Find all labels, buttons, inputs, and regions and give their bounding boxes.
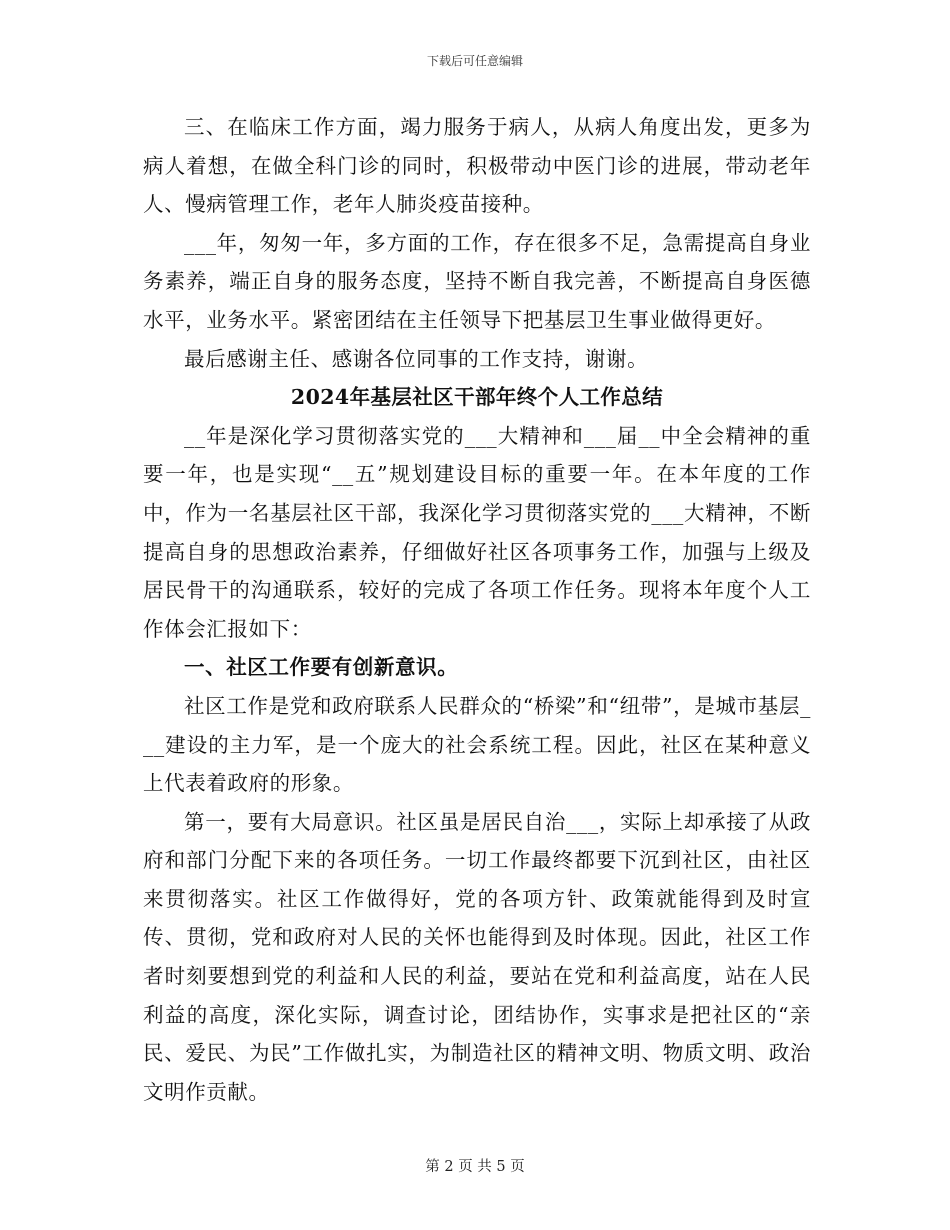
paragraph-clinical-work: 三、在临床工作方面，竭力服务于病人，从病人角度出发，更多为病人着想，在做全科门诊的同时，积极带动中医门诊的进展，带动老年人、慢病管理工作，老年人肺炎疫苗接种。: [143, 115, 811, 217]
paragraph-community-role: 社区工作是党和政府联系人民群众的“桥梁”和“纽带”，是城市基层___建设的主力军，是一个庞大的社会系统工程。因此，社区在某种意义上代表着政府的形象。: [143, 693, 811, 796]
paragraph-intro: __年是深化学习贯彻落实党的___大精神和___届__中全会精神的重要一年，也是实现“__五”规划建设目标的重要一年。在本年度的工作中，作为一名基层社区干部，我深化学习贯彻落实党的___大精神，不断提高自身的思想政治素养，仔细做好社区各项事务工作，加强与上级及居民骨干的沟通联系，较好的完成了各项工作任务。现将本年度个人工作体会汇报如下：: [143, 423, 811, 641]
document-body: [143, 108, 811, 1111]
section-heading: 一、社区工作要有创新意识。: [184, 655, 459, 680]
header-note: 下载后可任意编辑: [426, 54, 523, 68]
paragraph-year-review: ___年，匆匆一年，多方面的工作，存在很多不足，急需提高自身业务素养，端正自身的服务态度，坚持不断自我完善，不断提高自身医德水平，业务水平。紧密团结在主任领导下把基层卫生事业做得更好。: [143, 230, 811, 332]
page-number: 第 2 页 共 5 页: [425, 1159, 525, 1175]
paragraph-overall-awareness: 第一，要有大局意识。社区虽是居民自治___，实际上却承接了从政府和部门分配下来的各项任务。一切工作最终都要下沉到社区，由社区来贯彻落实。社区工作做得好，党的各项方针、政策就能得到及时宣传、贯彻，党和政府对人民的关怀也能得到及时体现。因此，社区工作者时刻要想到党的利益和人民的利益，要站在党和利益高度，站在人民利益的高度，深化实际，调查讨论，团结协作，实事求是把社区的“亲民、爱民、为民”工作做扎实，为制造社区的精神文明、物质文明、政治文明作贡献。: [143, 809, 811, 1104]
paragraph-thanks: 最后感谢主任、感谢各位同事的工作支持，谢谢。: [184, 346, 649, 371]
document-title: 2024年基层社区干部年终个人工作总结: [290, 385, 664, 410]
